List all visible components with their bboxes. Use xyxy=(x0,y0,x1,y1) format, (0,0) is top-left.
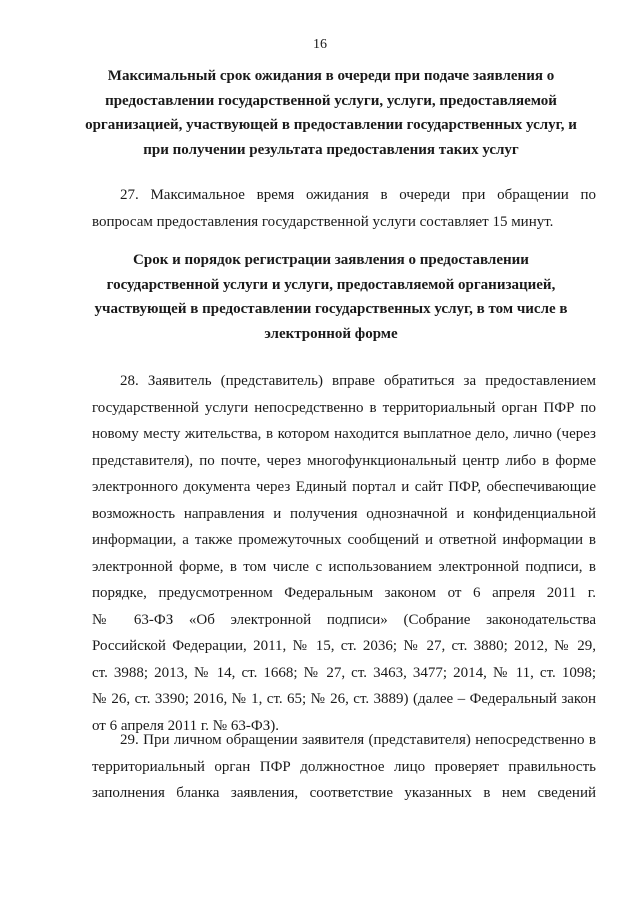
heading-line: государственной услуги и услуги, предоставляемой организацией, xyxy=(106,276,556,293)
paragraph-line: информации, а также промежуточных сообщений и ответной информации в xyxy=(92,532,596,548)
paragraph-line: порядке, предусмотренном Федеральным законом от 6 апреля 2011 г. xyxy=(92,585,596,601)
paragraph-line: новому месту жительства, в котором находится выплатное дело, лично (через xyxy=(92,426,596,442)
paragraph-line: от 6 апреля 2011 г. № 63-ФЗ). xyxy=(92,717,279,734)
heading-line: при получении результата предоставления таких услуг xyxy=(143,141,519,158)
paragraph-line: территориальный орган ПФР должностное лицо проверяет правильность xyxy=(92,758,596,775)
paragraph-line: представителя), по почте, через многофункциональный центр либо в форме xyxy=(92,452,596,469)
heading-line: участвующей в предоставлении государственных услуг, в том числе в xyxy=(94,301,568,317)
paragraph-line: электронного документа через Единый портал и сайт ПФР, обеспечивающие xyxy=(92,479,596,495)
paragraph-line: ст. 3988; 2013, № 14, ст. 1668; № 27, ст. 3463, 3477; 2014, № 11, ст. 1098; xyxy=(92,664,596,681)
paragraph-line: 28. Заявитель (представитель) вправе обратиться за предоставлением xyxy=(120,373,596,389)
paragraph-27 xyxy=(92,182,596,235)
paragraph-line: Российской Федерации, 2011, № 15, ст. 2036; № 27, ст. 3880; 2012, № 29, xyxy=(92,638,596,654)
paragraph-line: 29. При личном обращении заявителя (представителя) непосредственно в xyxy=(120,732,596,748)
paragraph-line: государственной услуги непосредственно в территориальный орган ПФР по xyxy=(92,399,596,416)
paragraph-28 xyxy=(92,368,596,739)
section-heading-registration xyxy=(60,248,602,346)
paragraph-line: 27. Максимальное время ожидания в очереди при обращении по xyxy=(120,187,596,203)
heading-line: предоставлении государственной услуги, услуги, предоставляемой xyxy=(105,92,557,109)
page-number: 16 xyxy=(313,37,327,52)
paragraph-line: № 63-ФЗ «Об электронной подписи» (Собрание законодательства xyxy=(92,611,596,628)
heading-line: электронной форме xyxy=(264,325,398,342)
paragraph-line: № 26, ст. 3390; 2016, № 1, ст. 65; № 26, ст. 3889) (далее – Федеральный закон xyxy=(92,691,596,707)
heading-line: организацией, участвующей в предоставлении государственных услуг, и xyxy=(85,117,577,133)
paragraph-line: электронной форме, в том числе с использованием электронной подписи, в xyxy=(92,558,596,575)
paragraph-29 xyxy=(92,727,596,807)
paragraph-line: заполнения бланка заявления, соответствие указанных в нем сведений xyxy=(92,785,596,801)
paragraph-line: возможность направления и получения однозначной и конфиденциальной xyxy=(92,505,596,522)
heading-line: Максимальный срок ожидания в очереди при подаче заявления о xyxy=(107,68,555,84)
section-heading-waiting-time xyxy=(60,64,602,162)
heading-line: Срок и порядок регистрации заявления о предоставлении xyxy=(133,252,529,268)
paragraph-line: вопросам предоставления государственной услуги составляет 15 минут. xyxy=(92,213,554,230)
